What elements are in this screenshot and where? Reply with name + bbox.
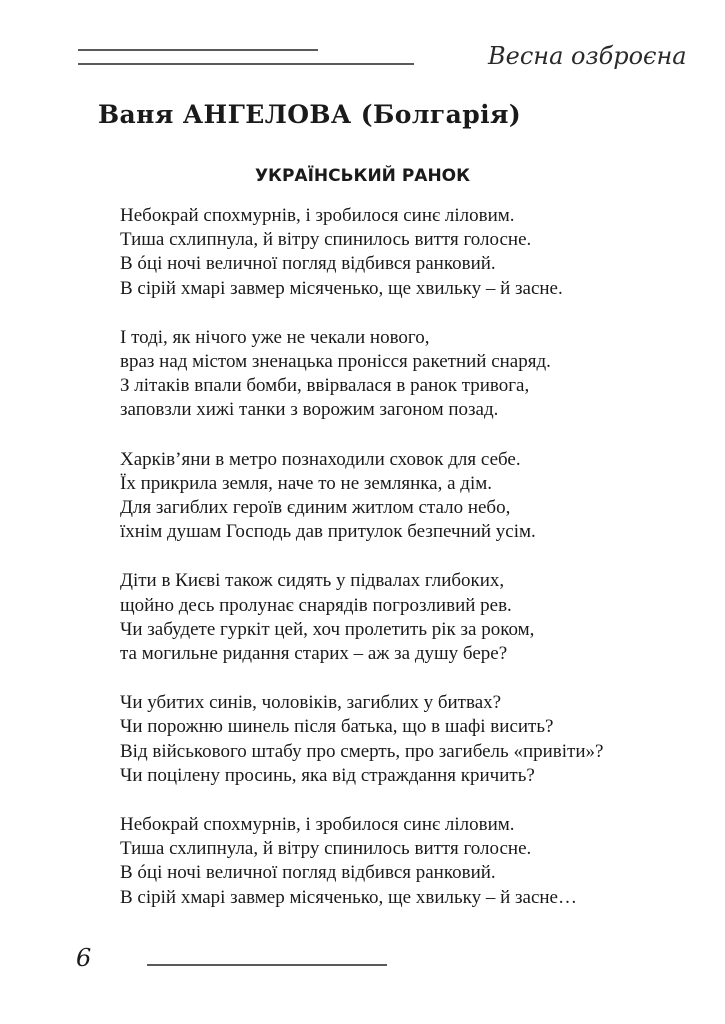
page-number: 6 — [76, 944, 92, 972]
poem-line: Тиша схлипнула, й вітру спинилось виття голосне. — [120, 229, 532, 251]
header-rule-bottom — [78, 63, 414, 65]
running-title: Весна озброєна — [488, 42, 687, 70]
poem-line: Від військового штабу про смерть, про загибель «привіти»? — [120, 740, 604, 762]
poem-line: та могильне ридання старих – аж за душу бере? — [120, 643, 508, 665]
poem-line: З літаків впали бомби, ввірвалася в ранок тривога, — [120, 375, 530, 397]
stanza — [120, 691, 680, 788]
poem-title: УКРАЇНСЬКИЙ РАНОК — [254, 166, 471, 186]
poem-line: В óці ночі величної погляд відбився ранковий. — [120, 253, 496, 275]
poem-line: їхнім душам Господь дав притулок безпечний усім. — [120, 521, 536, 543]
poem-line: Чи убитих синів, чоловіків, загиблих у битвах? — [120, 692, 502, 714]
poem-line: Чи забудете гуркіт цей, хоч пролетить рік за роком, — [120, 618, 535, 640]
poem-line: враз над містом зненацька пронісся ракетний снаряд. — [120, 351, 551, 373]
stanza — [120, 569, 680, 666]
poem-line: В сірій хмарі завмер місяченько, ще хвильку – й засне. — [120, 277, 563, 299]
poem-line: Для загиблих героїв єдиним житлом стало небо, — [120, 497, 511, 519]
poem-line: Чи порожню шинель після батька, що в шафі висить? — [120, 716, 554, 738]
poem-line: Небокрай спохмурнів, і зробилося синє ліловим. — [120, 814, 515, 836]
poem-line: щойно десь пролунає снарядів погрозливий рев. — [120, 594, 512, 616]
author-heading: Ваня АНГЕЛОВА (Болгарія) — [98, 100, 522, 129]
poem-line: Тиша схлипнула, й вітру спинилось виття голосне. — [120, 838, 532, 860]
stanza — [120, 204, 680, 301]
header-rule-top — [78, 49, 318, 51]
poem-line: заповзли хижі танки з ворожим загоном позад. — [120, 399, 499, 421]
poem-line: Діти в Києві також сидять у підвалах глибоких, — [120, 570, 505, 592]
footer-rule — [147, 964, 387, 966]
stanza — [120, 448, 680, 545]
poem-line: Небокрай спохмурнів, і зробилося синє ліловим. — [120, 205, 515, 226]
poem-line: Харків’яни в метро познаходили сховок для себе. — [120, 448, 521, 470]
stanza — [120, 813, 680, 910]
poem-line: Чи поцілену просинь, яка від страждання кричить? — [120, 764, 535, 786]
stanza — [120, 326, 680, 423]
poem-body — [120, 204, 680, 935]
poem-line: Їх прикрила земля, наче то не землянка, а дім. — [120, 472, 493, 494]
poem-line: В сірій хмарі завмер місяченько, ще хвильку – й засне… — [120, 886, 577, 908]
poem-line: В óці ночі величної погляд відбився ранковий. — [120, 862, 496, 884]
poem-line: І тоді, як нічого уже не чекали нового, — [120, 326, 430, 348]
